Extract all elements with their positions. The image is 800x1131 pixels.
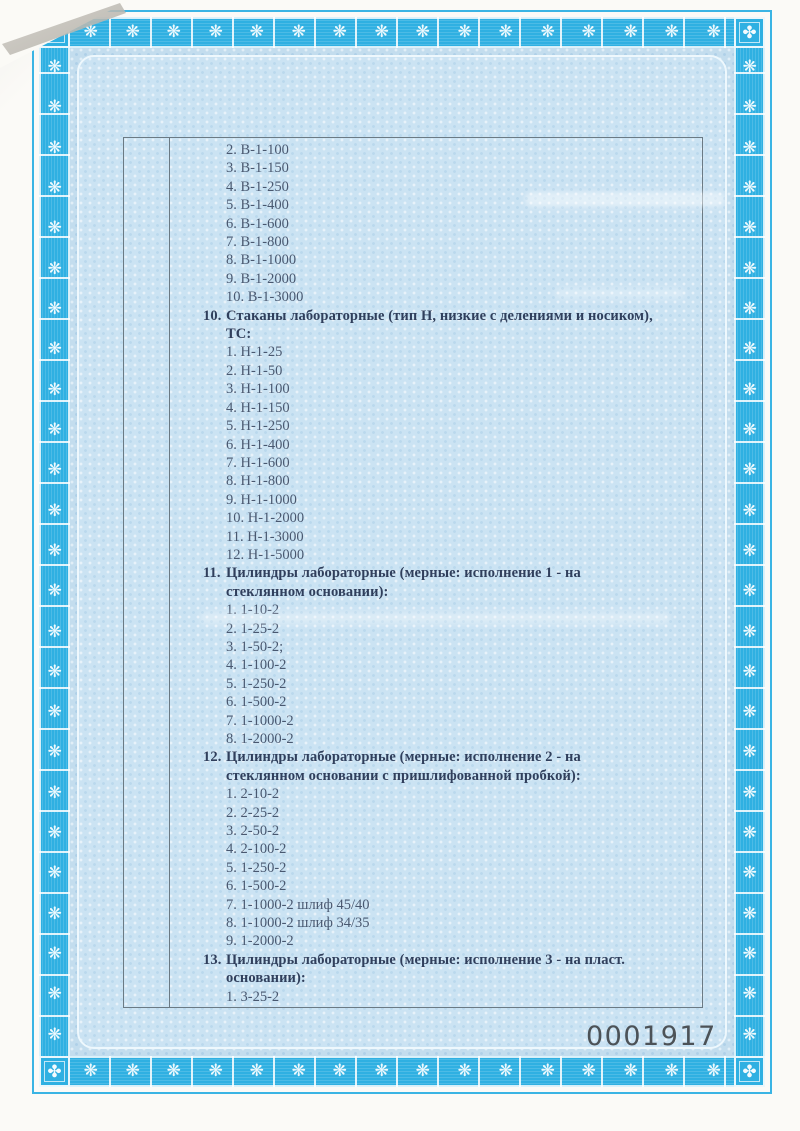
band-ornament-icon: ❋: [540, 1062, 555, 1080]
border-corner-bottom-right: [734, 1056, 765, 1087]
band-ornament-icon: ❋: [742, 58, 757, 77]
band-ornament-icon: ❋: [166, 1062, 181, 1080]
band-ornament-icon: ❋: [125, 23, 140, 41]
band-ornament-icon: ❋: [742, 99, 757, 117]
band-ornament-icon: ❋: [291, 23, 306, 41]
band-ornament-icon: ❋: [742, 1026, 757, 1045]
band-ornament-icon: ❋: [374, 1062, 389, 1080]
band-ornament-icon: ❋: [332, 23, 347, 41]
list-item: 1. 2-10-2: [226, 786, 280, 803]
list-item: 6. Н-1-400: [226, 436, 290, 453]
list-item: 2. Н-1-50: [226, 362, 283, 379]
list-item: 10. В-1-3000: [226, 289, 304, 306]
band-ornament-icon: ❋: [742, 502, 757, 520]
border-band-top: [70, 17, 734, 48]
band-ornament-icon: ❋: [742, 623, 757, 641]
band-ornament-icon: ❋: [742, 179, 757, 198]
border-corner-bottom-left: [39, 1056, 70, 1087]
list-item: 2. В-1-100: [226, 142, 289, 158]
band-ornament-icon: ❋: [47, 139, 62, 158]
band-ornament-icon: ❋: [47, 461, 62, 480]
band-ornament-icon: ❋: [47, 623, 62, 641]
list-item: 6. 1-500-2: [226, 694, 287, 711]
list-item: 8. В-1-1000: [226, 252, 297, 269]
list-item: 8. Н-1-800: [226, 473, 290, 490]
band-ornament-icon: ❋: [742, 864, 757, 883]
band-ornament-icon: ❋: [415, 23, 430, 41]
band-ornament-icon: ❋: [742, 905, 757, 924]
band-ornament-icon: ❋: [457, 23, 472, 41]
band-ornament-icon: ❋: [47, 582, 62, 601]
list-item: 2. 1-25-2: [226, 620, 280, 637]
band-ornament-icon: ❋: [47, 864, 62, 883]
scan-artifact: [525, 192, 725, 207]
band-ornament-icon: ❋: [664, 1062, 679, 1080]
band-ornament-icon: ❋: [498, 23, 513, 41]
band-ornament-icon: ❋: [623, 23, 638, 41]
corner-ornament-icon: ✤: [742, 23, 757, 42]
band-ornament-icon: ❋: [742, 945, 757, 964]
band-ornament-icon: ❋: [742, 461, 757, 480]
band-ornament-icon: ❋: [540, 23, 555, 41]
list-item: 5. Н-1-250: [226, 418, 290, 435]
list-item: 7. 1-1000-2 шлиф 45/40: [226, 896, 370, 913]
list-item: 12. Н-1-5000: [226, 546, 305, 563]
band-ornament-icon: ❋: [125, 1062, 140, 1080]
band-ornament-icon: ❋: [47, 1026, 62, 1045]
items-table: [123, 137, 703, 1008]
serial-number: 0001917: [586, 1021, 717, 1052]
list-item: 4. В-1-250: [226, 178, 289, 195]
item-number: 11.: [203, 565, 221, 582]
band-ornament-icon: ❋: [47, 663, 62, 682]
list-item: 4. 1-100-2: [226, 657, 287, 674]
list-item: 10. Н-1-2000: [226, 510, 305, 527]
border-corner-top-right: [734, 17, 765, 48]
band-ornament-icon: ❋: [623, 1062, 638, 1080]
band-ornament-icon: ❋: [47, 542, 62, 561]
list-item: 3. Н-1-100: [226, 381, 290, 398]
band-ornament-icon: ❋: [47, 58, 62, 77]
band-ornament-icon: ❋: [742, 542, 757, 561]
band-ornament-icon: ❋: [742, 824, 757, 843]
band-ornament-icon: ❋: [742, 703, 757, 722]
list-item: 6. 1-500-2: [226, 878, 287, 895]
list-item: 3. 2-50-2: [226, 823, 280, 840]
band-ornament-icon: ❋: [742, 139, 757, 158]
band-ornament-icon: ❋: [249, 1062, 264, 1080]
list-item: 6. В-1-600: [226, 215, 289, 232]
band-ornament-icon: ❋: [47, 340, 62, 359]
band-ornament-icon: ❋: [47, 502, 62, 520]
band-ornament-icon: ❋: [47, 824, 62, 843]
border-band-bottom: [70, 1056, 734, 1087]
band-ornament-icon: ❋: [291, 1062, 306, 1080]
band-ornament-icon: ❋: [47, 985, 62, 1004]
band-ornament-icon: ❋: [498, 1062, 513, 1080]
list-item: 7. Н-1-600: [226, 454, 290, 471]
list-item: 3. В-1-150: [226, 160, 289, 177]
band-ornament-icon: ❋: [581, 1062, 596, 1080]
item-header-line: основании):: [226, 970, 306, 987]
list-item: 9. 1-2000-2: [226, 933, 294, 950]
band-ornament-icon: ❋: [706, 23, 721, 41]
item-header-line: ТС:: [226, 326, 252, 343]
band-ornament-icon: ❋: [742, 421, 757, 440]
list-item: 7. В-1-800: [226, 234, 289, 251]
band-ornament-icon: ❋: [742, 663, 757, 682]
list-item: 5. В-1-400: [226, 197, 289, 214]
band-ornament-icon: ❋: [47, 300, 62, 319]
band-ornament-icon: ❋: [47, 421, 62, 440]
list-item: 5. 1-250-2: [226, 675, 287, 692]
list-item: 4. Н-1-150: [226, 399, 290, 416]
list-item: 5. 1-250-2: [226, 859, 287, 876]
band-ornament-icon: ❋: [47, 945, 62, 964]
band-ornament-icon: ❋: [581, 23, 596, 41]
item-header-line: стеклянном основании):: [226, 583, 389, 600]
band-ornament-icon: ❋: [742, 219, 757, 238]
band-ornament-icon: ❋: [83, 23, 98, 41]
band-ornament-icon: ❋: [208, 23, 223, 41]
band-ornament-icon: ❋: [47, 784, 62, 803]
band-ornament-icon: ❋: [706, 1062, 721, 1080]
corner-ornament-icon: ✤: [742, 1062, 757, 1081]
list-item: 1. Н-1-25: [226, 344, 283, 361]
list-item: 7. 1-1000-2: [226, 712, 294, 729]
item-number: 10.: [203, 307, 222, 324]
band-ornament-icon: ❋: [742, 582, 757, 601]
band-ornament-icon: ❋: [47, 744, 62, 762]
item-number: 13.: [203, 951, 222, 968]
list-item: 1. 1-10-2: [226, 602, 280, 619]
band-ornament-icon: ❋: [47, 99, 62, 117]
item-number: 12.: [203, 749, 222, 766]
item-header-line: 10. Стаканы лабораторные (тип Н, низкие с делениями и носиком),: [203, 307, 653, 324]
items-list: [169, 138, 702, 1007]
scan-artifact: [555, 288, 685, 299]
band-ornament-icon: ❋: [742, 744, 757, 762]
band-ornament-icon: ❋: [332, 1062, 347, 1080]
list-item: 4. 2-100-2: [226, 841, 287, 858]
item-header-line: 12. Цилиндры лабораторные (мерные: исполнение 2 - на: [203, 749, 581, 766]
band-ornament-icon: ❋: [47, 703, 62, 722]
band-ornament-icon: ❋: [47, 381, 62, 400]
item-header-line: стеклянном основании с пришлифованной пробкой):: [226, 767, 581, 784]
band-ornament-icon: ❋: [47, 905, 62, 924]
band-ornament-icon: ❋: [415, 1062, 430, 1080]
band-ornament-icon: ❋: [47, 179, 62, 198]
list-item: 8. 1-1000-2 шлиф 34/35: [226, 915, 370, 932]
list-item: 11. Н-1-3000: [226, 528, 304, 545]
list-item: 3. 1-50-2;: [226, 638, 284, 655]
band-ornament-icon: ❋: [742, 985, 757, 1004]
band-ornament-icon: ❋: [742, 260, 757, 279]
border-band-left: [39, 48, 70, 1056]
band-ornament-icon: ❋: [742, 381, 757, 400]
band-ornament-icon: ❋: [47, 260, 62, 279]
band-ornament-icon: ❋: [83, 1062, 98, 1080]
band-ornament-icon: ❋: [742, 340, 757, 359]
list-item: 2. 2-25-2: [226, 804, 280, 821]
item-header-line: 13. Цилиндры лабораторные (мерные: исполнение 3 - на пласт.: [203, 951, 625, 968]
band-ornament-icon: ❋: [664, 23, 679, 41]
border-band-right: [734, 48, 765, 1056]
band-ornament-icon: ❋: [742, 784, 757, 803]
band-ornament-icon: ❋: [47, 219, 62, 238]
list-item: 8. 1-2000-2: [226, 731, 294, 747]
corner-ornament-icon: ✤: [47, 1062, 62, 1081]
band-ornament-icon: ❋: [249, 23, 264, 41]
band-ornament-icon: ❋: [742, 300, 757, 319]
list-item: 1. 3-25-2: [226, 988, 280, 1005]
band-ornament-icon: ❋: [457, 1062, 472, 1080]
list-item: 9. Н-1-1000: [226, 491, 297, 508]
item-header-line: 11. Цилиндры лабораторные (мерные: исполнение 1 - на: [203, 565, 581, 582]
list-item: 9. В-1-2000: [226, 270, 297, 287]
band-ornament-icon: ❋: [208, 1062, 223, 1080]
band-ornament-icon: ❋: [374, 23, 389, 41]
scan-artifact: [200, 612, 670, 624]
band-ornament-icon: ❋: [166, 23, 181, 41]
